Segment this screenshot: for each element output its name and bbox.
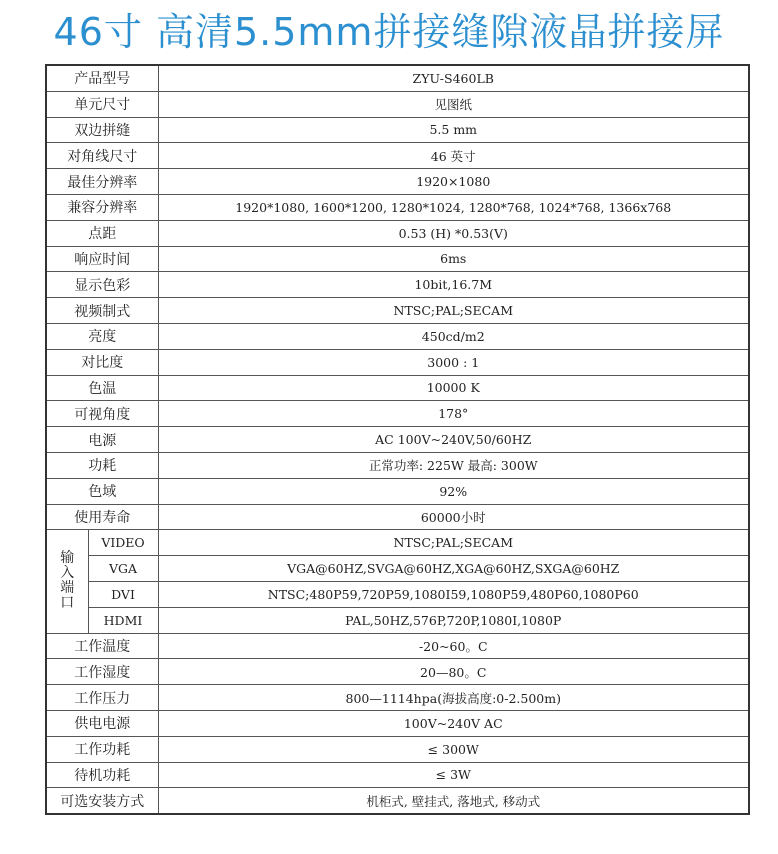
spec-value: 5.5 mm: [158, 117, 749, 143]
spec-row: [46, 194, 749, 220]
input-port-value: VGA@60HZ,SVGA@60HZ,XGA@60HZ,SXGA@60HZ: [158, 556, 749, 582]
spec-label: 可视角度: [46, 401, 158, 427]
input-port-row: [46, 530, 749, 556]
input-port-label: DVI: [88, 581, 158, 607]
spec-row: [46, 246, 749, 272]
input-port-value: NTSC;480P59,720P59,1080I59,1080P59,480P60,1080P60: [158, 581, 749, 607]
spec-label: 产品型号: [46, 65, 158, 91]
spec-value: 178°: [158, 401, 749, 427]
spec-row: [46, 762, 749, 788]
spec-label: 对比度: [46, 349, 158, 375]
spec-table: [45, 64, 750, 815]
spec-value: 20—80。C: [158, 659, 749, 685]
spec-label: 待机功耗: [46, 762, 158, 788]
spec-value: ZYU-S460LB: [158, 65, 749, 91]
spec-label: 双边拼缝: [46, 117, 158, 143]
spec-row: [46, 427, 749, 453]
spec-label: 亮度: [46, 323, 158, 349]
input-port-label: VGA: [88, 556, 158, 582]
spec-row: [46, 65, 749, 91]
spec-value: 92%: [158, 478, 749, 504]
spec-value: 1920*1080, 1600*1200, 1280*1024, 1280*768, 1024*768, 1366x768: [158, 194, 749, 220]
spec-value: 10bit,16.7M: [158, 272, 749, 298]
spec-row: [46, 659, 749, 685]
spec-row: [46, 169, 749, 195]
spec-value: 46 英寸: [158, 143, 749, 169]
spec-value: 见图纸: [158, 91, 749, 117]
spec-label: 工作温度: [46, 633, 158, 659]
spec-value: NTSC;PAL;SECAM: [158, 298, 749, 324]
input-ports-group-label: [46, 530, 88, 633]
spec-label: 工作湿度: [46, 659, 158, 685]
spec-value: 1920×1080: [158, 169, 749, 195]
spec-label: 点距: [46, 220, 158, 246]
group-label-char: 输: [60, 550, 75, 567]
input-port-value: PAL,50HZ,576P,720P,1080I,1080P: [158, 607, 749, 633]
spec-value: 机柜式, 壁挂式, 落地式, 移动式: [158, 788, 749, 814]
spec-label: 功耗: [46, 452, 158, 478]
spec-label: 兼容分辨率: [46, 194, 158, 220]
spec-label: 工作压力: [46, 685, 158, 711]
spec-value: 800—1114hpa(海拔高度:0-2.500m): [158, 685, 749, 711]
spec-row: [46, 788, 749, 814]
spec-value: ≤ 3W: [158, 762, 749, 788]
spec-label: 电源: [46, 427, 158, 453]
spec-value: -20~60。C: [158, 633, 749, 659]
spec-row: [46, 633, 749, 659]
input-port-label: VIDEO: [88, 530, 158, 556]
spec-row: [46, 143, 749, 169]
spec-row: [46, 272, 749, 298]
spec-value: 450cd/m2: [158, 323, 749, 349]
page-title: 46寸 高清5.5mm拼接缝隙液晶拼接屏: [53, 10, 725, 54]
spec-value: ≤ 300W: [158, 736, 749, 762]
spec-row: [46, 117, 749, 143]
spec-row: [46, 401, 749, 427]
spec-value: 10000 K: [158, 375, 749, 401]
input-port-row: [46, 581, 749, 607]
input-port-row: [46, 607, 749, 633]
spec-row: [46, 452, 749, 478]
spec-label: 供电电源: [46, 710, 158, 736]
spec-label: 视频制式: [46, 298, 158, 324]
spec-label: 色域: [46, 478, 158, 504]
spec-label: 对角线尺寸: [46, 143, 158, 169]
spec-value: 正常功率: 225W 最高: 300W: [158, 452, 749, 478]
group-label-char: 口: [60, 595, 75, 612]
spec-row: [46, 504, 749, 530]
group-label-char: 端: [60, 580, 75, 597]
spec-row: [46, 323, 749, 349]
spec-label: 色温: [46, 375, 158, 401]
spec-value: 100V~240V AC: [158, 710, 749, 736]
spec-label: 使用寿命: [46, 504, 158, 530]
spec-row: [46, 349, 749, 375]
group-label-char: 入: [60, 565, 75, 582]
spec-value: AC 100V~240V,50/60HZ: [158, 427, 749, 453]
spec-value: 0.53 (H) *0.53(V): [158, 220, 749, 246]
input-port-row: [46, 556, 749, 582]
spec-row: [46, 710, 749, 736]
spec-label: 显示色彩: [46, 272, 158, 298]
spec-row: [46, 298, 749, 324]
spec-label: 单元尺寸: [46, 91, 158, 117]
spec-row: [46, 220, 749, 246]
spec-row: [46, 375, 749, 401]
input-port-label: HDMI: [88, 607, 158, 633]
spec-label: 工作功耗: [46, 736, 158, 762]
spec-value: 60000小时: [158, 504, 749, 530]
spec-row: [46, 91, 749, 117]
spec-value: 6ms: [158, 246, 749, 272]
spec-label: 响应时间: [46, 246, 158, 272]
spec-row: [46, 685, 749, 711]
spec-label: 最佳分辨率: [46, 169, 158, 195]
spec-label: 可选安装方式: [46, 788, 158, 814]
input-port-value: NTSC;PAL;SECAM: [158, 530, 749, 556]
spec-value: 3000 : 1: [158, 349, 749, 375]
spec-row: [46, 478, 749, 504]
spec-row: [46, 736, 749, 762]
